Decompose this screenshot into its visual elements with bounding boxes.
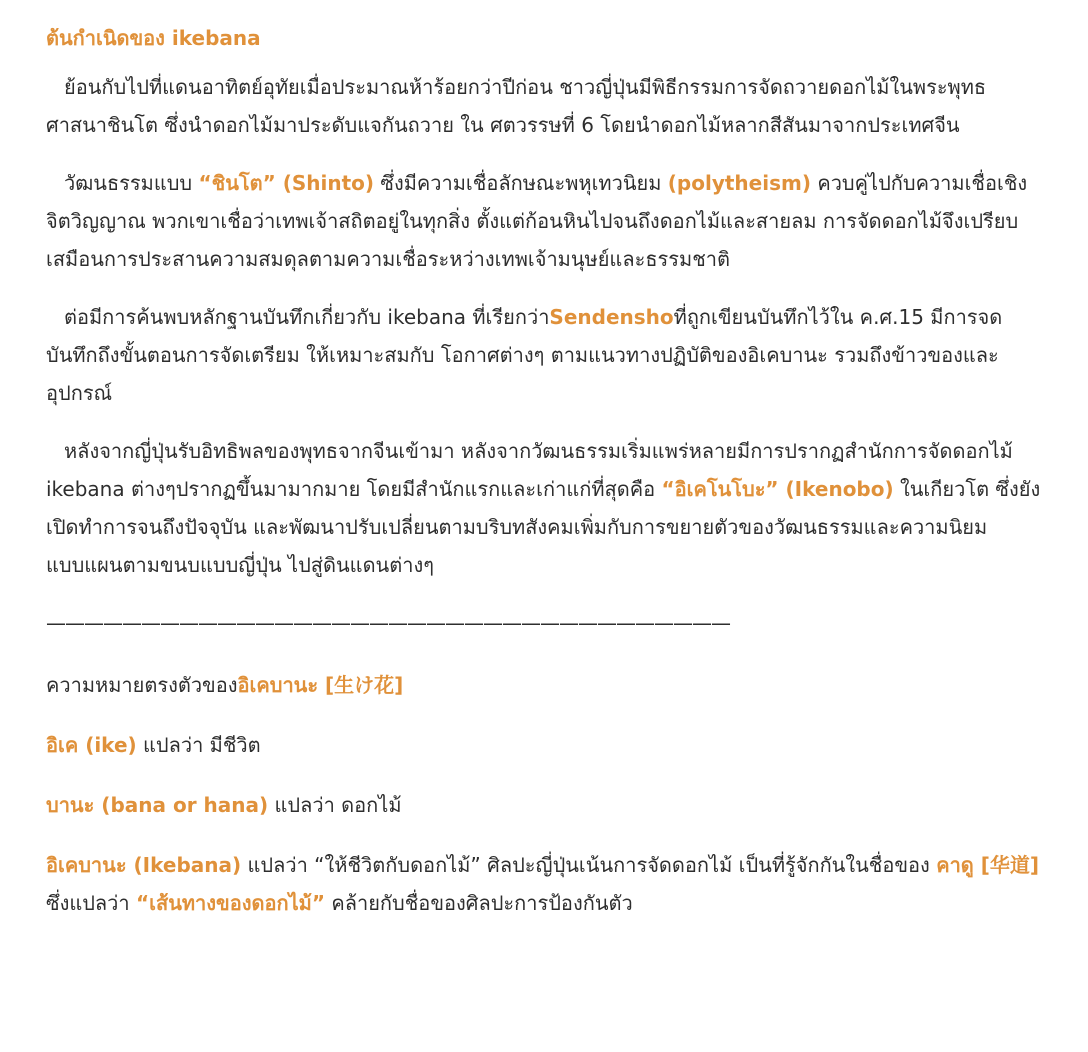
paragraph-text: ต่อมีการค้นพบหลักฐานบันทึกเกี่ยวกับ ikebana ที่เรียกว่า <box>64 305 550 329</box>
divider-line: ———————————————————————————————————— <box>46 611 730 635</box>
highlight-shinto: “ชินโต” (Shinto) <box>198 171 375 195</box>
highlight-ikebana-kanji: อิเคบานะ [生け花] <box>237 673 404 697</box>
term-bana: บานะ (bana or hana) <box>46 793 269 817</box>
definition-text: คล้ายกับชื่อของศิลปะการป้องกันตัว <box>324 891 633 915</box>
definition-text: แปลว่า “ให้ชีวิตกับดอกไม้” ศิลปะญี่ปุ่นเน้นการจัดดอกไม้ เป็นที่รู้จักกันในชื่อของ <box>241 853 937 877</box>
paragraph-shinto <box>46 164 1044 278</box>
definition-ike <box>46 726 1044 764</box>
definition-text: ซึ่งแปลว่า <box>46 891 136 915</box>
meaning-line <box>46 666 1044 704</box>
meaning-label: ความหมายตรงตัวของ <box>46 673 238 697</box>
highlight-polytheism: (polytheism) <box>667 171 811 195</box>
paragraph-text: ย้อนกับไปที่แดนอาทิตย์อุทัยเมื่อประมาณห้าร้อยกว่าปีก่อน ชาวญี่ปุ่นมีพิธีกรรมการจัดถวายดอกไม้ในพระพุทธศาสนาชินโต ซึ่งนำดอกไม้มาประดับแจกันถวาย ใน ศตวรรษที่ 6 โดยนำดอกไม้หลากสีสันมาจากประเทศจีน <box>46 75 987 137</box>
paragraph-sendensho <box>46 298 1044 412</box>
definition-text: แปลว่า ดอกไม้ <box>268 793 402 817</box>
paragraph-ikenobo <box>46 432 1044 584</box>
section-heading: ต้นกำเนิดของ ikebana <box>46 26 261 50</box>
highlight-sendensho: Sendensho <box>549 305 674 329</box>
definition-bana <box>46 786 1044 824</box>
paragraph-text: วัฒนธรรมแบบ <box>64 171 199 195</box>
paragraph-text: ควบคู่ไปกับความเชื่อเชิงจิตวิญญาณ พวกเขาเชื่อว่าเทพเจ้าสถิตอยู่ในทุกสิ่ง ตั้งแต่ก้อนหินไปจนถึงดอกไม้และสายลม การจัดดอกไม้จึงเปรียบเสมือนการประสานความสมดุลตามความเชื่อระหว่างเทพเจ้ามนุษย์และธรรมชาติ <box>46 171 1028 271</box>
term-ikebana: อิเคบานะ (Ikebana) <box>46 853 242 877</box>
paragraph-origin <box>46 68 1044 144</box>
paragraph-text: ที่ถูกเขียนบันทึกไว้ใน ค.ศ.15 มีการจดบันทึกถึงขั้นตอนการจัดเตรียม ให้เหมาะสมกับ โอกาศต่างๆ ตามแนวทางปฏิบัติของอิเคบานะ รวมถึงข้าวของและอุปกรณ์ <box>46 305 1003 405</box>
highlight-ikenobo: “อิเคโนโบะ” (Ikenobo) <box>661 477 894 501</box>
term-way-of-flowers: “เส้นทางของดอกไม้” <box>136 891 325 915</box>
paragraph-text: หลังจากญี่ปุ่นรับอิทธิพลของพุทธจากจีนเข้ามา หลังจากวัฒนธรรมเริ่มแพร่หลายมีการปรากฏสำนักการจัดดอกไม้ ikebana ต่างๆปรากฏขึ้นมามากมาย โดยมีสำนักแรกและเก่าแก่ที่สุดคือ <box>46 439 1013 501</box>
definition-text: แปลว่า มีชีวิต <box>136 733 261 757</box>
paragraph-text: ในเกียวโต ซึ่งยังเปิดทำการจนถึงปัจจุบัน และพัฒนาปรับเปลี่ยนตามบริบทสังคมเพิ่มกับการขยายตัวของวัฒนธรรมและความนิยมแบบแผนตามขนบแบบญี่ปุ่น ไปสู่ดินแดนต่างๆ <box>46 477 1041 577</box>
definition-ikebana <box>46 846 1044 922</box>
term-ike: อิเค (ike) <box>46 733 137 757</box>
term-kado: คาดู [华道] <box>936 853 1040 877</box>
paragraph-text: ซึ่งมีความเชื่อลักษณะพหุเทวนิยม <box>374 171 668 195</box>
